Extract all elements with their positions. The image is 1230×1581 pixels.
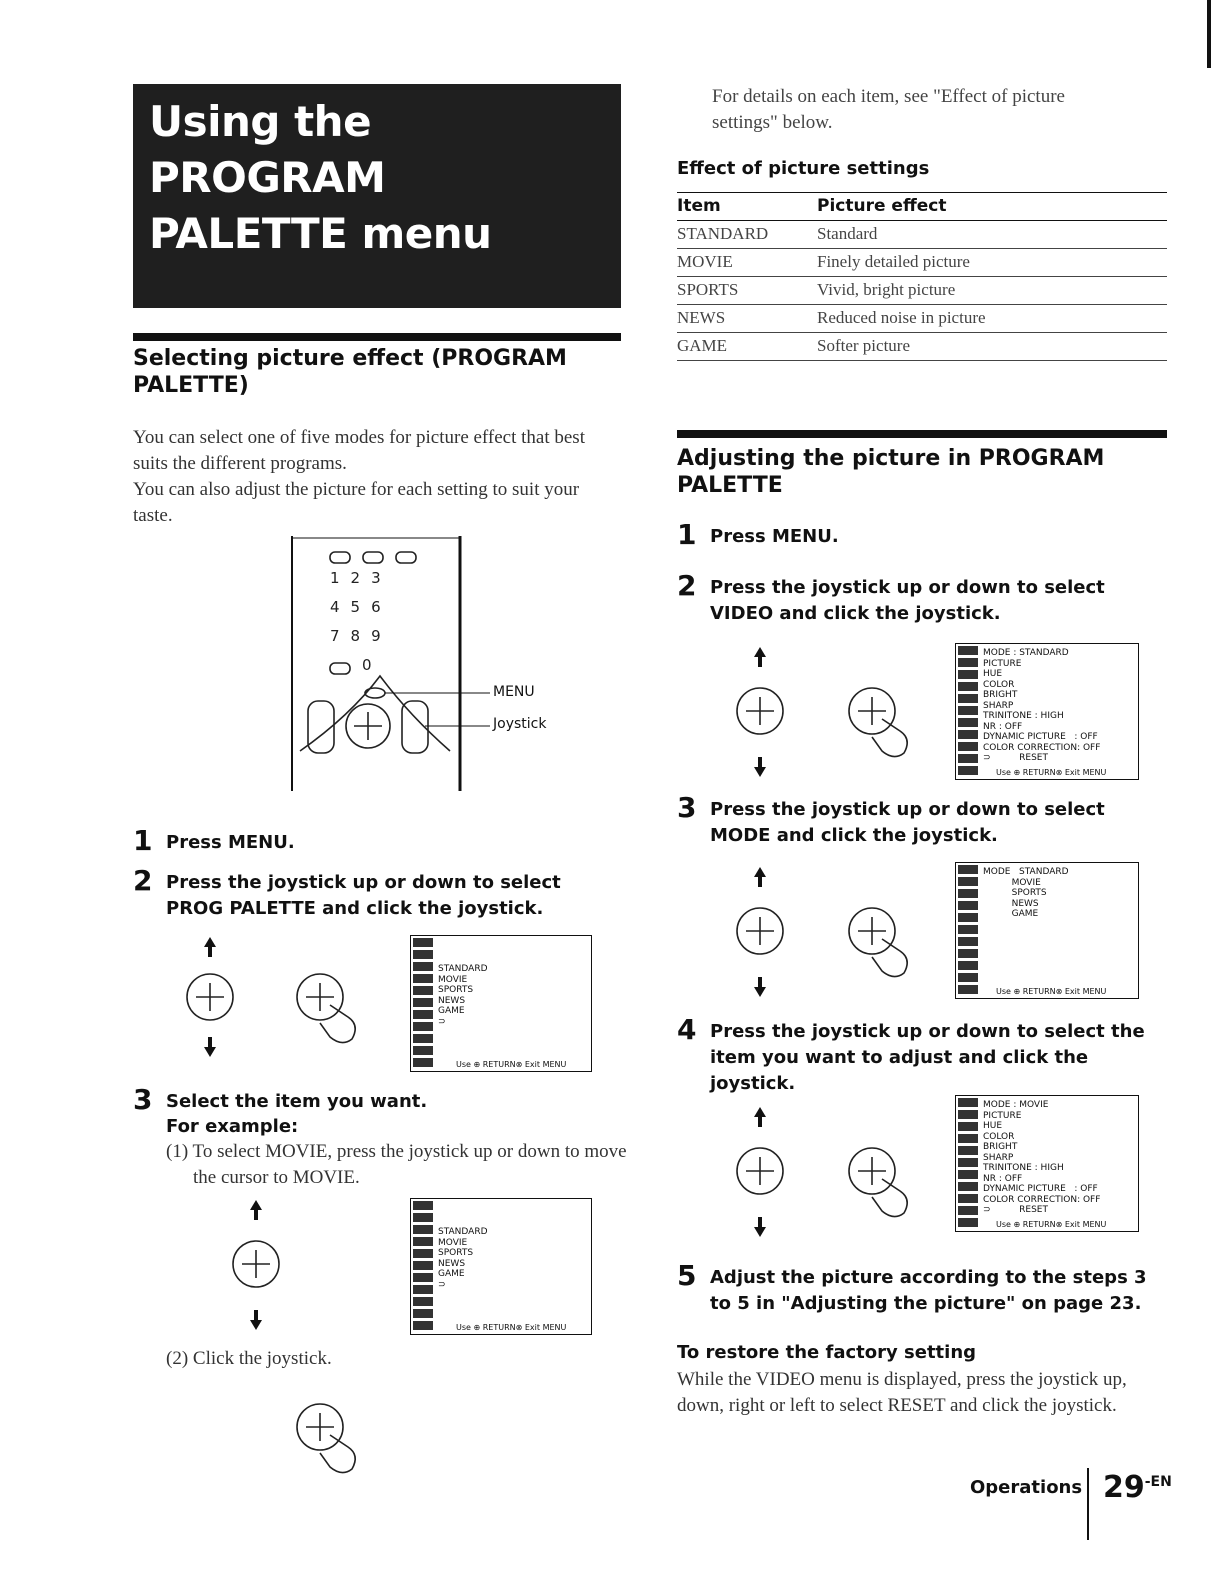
left-step-1-number: 1 <box>133 824 153 857</box>
page-number-suffix: -EN <box>1144 1474 1172 1490</box>
table-cell: Reduced noise in picture <box>817 305 1167 333</box>
osd-palette-1-footer: Use ⊕ RETURN⊗ Exit MENU <box>456 1060 567 1069</box>
right-step-1-text: Press MENU. <box>710 526 839 547</box>
right-step-5-number: 5 <box>677 1259 697 1292</box>
key-7: 7 <box>330 627 351 645</box>
table-cell: Softer picture <box>817 333 1167 361</box>
table-cell: STANDARD <box>677 221 817 249</box>
osd-mode-lines: MODE STANDARD MOVIE SPORTS NEWS GAME <box>983 867 1069 919</box>
key-8: 8 <box>350 627 372 645</box>
key-1: 1 <box>330 569 351 587</box>
right-step-2-text: Press the joystick up or down to select VIDEO and click the joystick. <box>710 577 1105 624</box>
osd-video-2-footer: Use ⊕ RETURN⊗ Exit MENU <box>996 1220 1107 1229</box>
key-9: 9 <box>371 627 392 645</box>
example-1-text: (1) To select MOVIE, press the joystick up or down to move the cursor to MOVIE. <box>166 1141 627 1188</box>
effect-table-header <box>677 193 1167 221</box>
table-row <box>677 249 1167 277</box>
osd-video-menu-1 <box>955 643 1139 780</box>
page-title-line-2: PALETTE menu <box>149 209 492 258</box>
page-number <box>1103 1470 1172 1505</box>
restore-text: While the VIDEO menu is displayed, press the joystick up, down, right or left to select RESET and click the joystick. <box>677 1369 1127 1416</box>
osd-palette-1-lines: STANDARD MOVIE SPORTS NEWS GAME ⊃ <box>438 964 488 1027</box>
left-step-2-text: Press the joystick up or down to select PROG PALETTE and click the joystick. <box>166 872 561 919</box>
edge-mark <box>1207 0 1211 68</box>
remote-label-menu: MENU <box>493 684 535 700</box>
left-step-2-number: 2 <box>133 864 153 897</box>
key-0: 0 <box>362 656 383 674</box>
left-step-3-text: Select the item you want. <box>166 1091 428 1112</box>
osd-video-menu-2 <box>955 1095 1139 1232</box>
joystick-click-illustration <box>280 1385 390 1485</box>
key-3: 3 <box>371 569 392 587</box>
table-row <box>677 221 1167 249</box>
osd-sidebar-icons <box>413 1201 433 1332</box>
right-step-1-number: 1 <box>677 518 697 551</box>
example-2-text: (2) Click the joystick. <box>166 1348 332 1369</box>
table-cell: SPORTS <box>677 277 817 305</box>
key-2: 2 <box>350 569 372 587</box>
page-title-banner <box>133 84 621 308</box>
effect-table-col-item: Item <box>677 193 817 221</box>
osd-video-2-lines: MODE : MOVIE PICTURE HUE COLOR BRIGHT SHARP TRINITONE : HIGH NR : OFF DYNAMIC PICTURE : OFF COLOR CORRECTION: OFF ⊃ RESET <box>983 1100 1101 1215</box>
osd-program-palette-2 <box>410 1198 592 1335</box>
right-step-5-text: Adjust the picture according to the steps 3 to 5 in "Adjusting the picture" on page 23. <box>710 1267 1147 1314</box>
left-intro-para-2: You can also adjust the picture for each setting to suit your taste. <box>133 479 580 526</box>
osd-mode-footer: Use ⊕ RETURN⊗ Exit MENU <box>996 987 1107 996</box>
page-title-line-1: Using the PROGRAM <box>149 97 386 202</box>
table-cell: Finely detailed picture <box>817 249 1167 277</box>
table-cell: NEWS <box>677 305 817 333</box>
key-4: 4 <box>330 598 351 616</box>
footer-section-label: Operations <box>970 1477 1083 1498</box>
page-number-value: 29 <box>1103 1470 1145 1505</box>
left-intro-para-1: You can select one of five modes for picture effect that best suits the different programs. <box>133 427 585 474</box>
key-5: 5 <box>350 598 372 616</box>
osd-program-palette-1 <box>410 935 592 1072</box>
right-step-3-number: 3 <box>677 791 697 824</box>
osd-video-1-footer: Use ⊕ RETURN⊗ Exit MENU <box>996 768 1107 777</box>
right-step-4-text: Press the joystick up or down to select the item you want to adjust and click the joystick. <box>710 1021 1145 1094</box>
osd-sidebar-icons <box>958 865 978 996</box>
restore-heading: To restore the factory setting <box>677 1342 977 1363</box>
remote-label-joystick: Joystick <box>493 716 547 732</box>
key-6: 6 <box>371 598 392 616</box>
joystick-illustration-5 <box>700 1105 940 1240</box>
left-section-heading: Selecting picture effect (PROGRAM PALETTE) <box>133 346 567 398</box>
osd-sidebar-icons <box>413 938 433 1069</box>
osd-palette-2-lines: STANDARD MOVIE SPORTS NEWS GAME ⊃ <box>438 1227 488 1290</box>
section-rule-left <box>133 333 621 341</box>
table-cell: GAME <box>677 333 817 361</box>
right-step-3-text: Press the joystick up or down to select MODE and click the joystick. <box>710 799 1105 846</box>
osd-sidebar-icons <box>958 1098 978 1229</box>
joystick-illustration-3 <box>700 645 940 780</box>
table-cell: Vivid, bright picture <box>817 277 1167 305</box>
footer-divider <box>1087 1468 1089 1540</box>
table-row <box>677 333 1167 361</box>
osd-video-1-lines: MODE : STANDARD PICTURE HUE COLOR BRIGHT SHARP TRINITONE : HIGH NR : OFF DYNAMIC PICTURE : OFF COLOR CORRECTION: OFF ⊃ RESET <box>983 648 1101 763</box>
table-row <box>677 305 1167 333</box>
right-step-2-number: 2 <box>677 569 697 602</box>
table-cell: MOVIE <box>677 249 817 277</box>
joystick-illustration-4 <box>700 865 940 1000</box>
example-label: For example: <box>166 1116 299 1137</box>
osd-palette-2-footer: Use ⊕ RETURN⊗ Exit MENU <box>456 1323 567 1332</box>
table-row <box>677 277 1167 305</box>
right-step-4-number: 4 <box>677 1013 697 1046</box>
joystick-illustration-2 <box>212 1198 302 1333</box>
section-rule-right <box>677 430 1167 438</box>
osd-mode-menu <box>955 862 1139 999</box>
table-cell: Standard <box>817 221 1167 249</box>
osd-sidebar-icons <box>958 646 978 777</box>
intro-right-text: For details on each item, see "Effect of picture settings" below. <box>712 86 1065 133</box>
left-step-1-text: Press MENU. <box>166 832 295 853</box>
effect-table-col-effect: Picture effect <box>817 193 1167 221</box>
keypad <box>330 564 430 680</box>
left-step-3-number: 3 <box>133 1083 153 1116</box>
remote-illustration <box>290 536 560 796</box>
joystick-illustration-1 <box>170 935 390 1060</box>
right-section-heading: Adjusting the picture in PROGRAM PALETTE <box>677 446 1105 498</box>
effect-table-heading: Effect of picture settings <box>677 158 930 179</box>
effect-table <box>677 192 1167 361</box>
